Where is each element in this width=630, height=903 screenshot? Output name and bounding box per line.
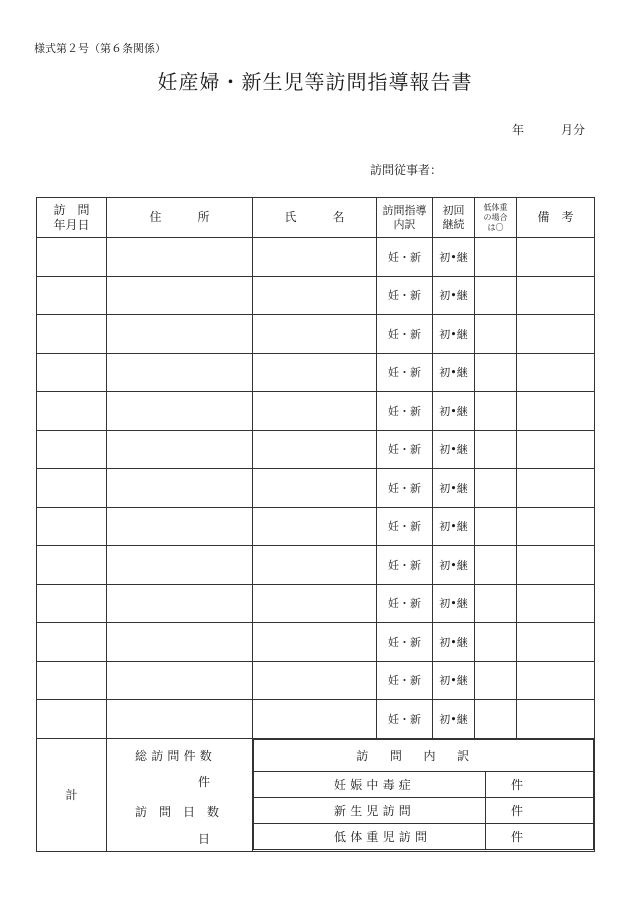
header-first-line2: 継続	[442, 217, 465, 231]
low-weight-cell[interactable]	[475, 469, 517, 508]
visit-date-cell[interactable]	[37, 700, 107, 739]
name-cell[interactable]	[253, 276, 377, 315]
low-weight-cell[interactable]	[475, 623, 517, 662]
date-year-label: 年	[512, 123, 525, 137]
address-cell[interactable]	[107, 276, 253, 315]
remarks-cell[interactable]	[517, 238, 595, 277]
low-weight-cell[interactable]	[475, 315, 517, 354]
visit-date-cell[interactable]	[37, 546, 107, 585]
summary-counts-cell	[107, 738, 253, 851]
visit-date-cell[interactable]	[37, 353, 107, 392]
name-cell[interactable]	[253, 623, 377, 662]
header-breakdown-line1: 訪問指導	[382, 203, 427, 217]
visit-date-cell[interactable]	[37, 392, 107, 431]
remarks-cell[interactable]	[517, 276, 595, 315]
remarks-cell[interactable]	[517, 661, 595, 700]
visit-date-cell[interactable]	[37, 238, 107, 277]
remarks-cell[interactable]	[517, 546, 595, 585]
visit-type-cell: 初•継	[433, 469, 475, 508]
table-row	[37, 315, 595, 354]
remarks-cell[interactable]	[517, 353, 595, 392]
kind-cell: 妊・新	[377, 238, 433, 277]
address-cell[interactable]	[107, 546, 253, 585]
table-row	[37, 430, 595, 469]
document-title: 妊産婦・新生児等訪問指導報告書	[157, 70, 473, 94]
kind-cell: 妊・新	[377, 430, 433, 469]
name-cell[interactable]	[253, 700, 377, 739]
total-visits-label: 総訪問件数	[135, 748, 217, 763]
address-cell[interactable]	[107, 700, 253, 739]
table-row	[37, 353, 595, 392]
breakdown-label: 新生児訪問	[254, 797, 486, 823]
low-weight-cell[interactable]	[475, 392, 517, 431]
kind-cell: 妊・新	[377, 469, 433, 508]
header-low-weight-line3: は〇	[487, 222, 504, 232]
kind-cell: 妊・新	[377, 507, 433, 546]
header-first-continue	[433, 198, 475, 238]
breakdown-unit: 件	[485, 771, 593, 797]
visit-type-cell: 初•継	[433, 507, 475, 546]
visit-type-cell: 初•継	[433, 238, 475, 277]
remarks-cell[interactable]	[517, 700, 595, 739]
visit-days-label: 訪 問 日 数	[135, 804, 220, 819]
header-breakdown-line2: 内訳	[393, 217, 416, 231]
address-cell[interactable]	[107, 238, 253, 277]
summary-total-label: 計	[37, 738, 107, 851]
visit-type-cell: 初•継	[433, 661, 475, 700]
header-low-weight-line1: 低体重	[483, 202, 508, 212]
header-visit-date	[37, 198, 107, 238]
visit-type-cell: 初•継	[433, 315, 475, 354]
header-breakdown	[377, 198, 433, 238]
visitor-label: 訪問従事者：	[370, 163, 443, 177]
address-cell[interactable]	[107, 392, 253, 431]
table-row	[37, 546, 595, 585]
report-table	[36, 197, 595, 852]
name-cell[interactable]	[253, 546, 377, 585]
table-row	[37, 507, 595, 546]
name-cell[interactable]	[253, 238, 377, 277]
visit-date-cell[interactable]	[37, 623, 107, 662]
breakdown-unit: 件	[485, 797, 593, 823]
low-weight-cell[interactable]	[475, 430, 517, 469]
breakdown-header: 訪問内訳	[254, 739, 594, 771]
breakdown-unit: 件	[485, 823, 593, 849]
summary-breakdown-cell	[253, 738, 595, 851]
breakdown-row	[254, 771, 594, 797]
visit-date-cell[interactable]	[37, 584, 107, 623]
visit-date-cell[interactable]	[37, 469, 107, 508]
table-row	[37, 276, 595, 315]
address-cell[interactable]	[107, 623, 253, 662]
low-weight-cell[interactable]	[475, 584, 517, 623]
visit-type-cell: 初•継	[433, 546, 475, 585]
breakdown-row	[254, 823, 594, 849]
address-cell[interactable]	[107, 584, 253, 623]
remarks-cell[interactable]	[517, 623, 595, 662]
kind-cell: 妊・新	[377, 392, 433, 431]
name-cell[interactable]	[253, 661, 377, 700]
breakdown-label: 妊娠中毒症	[254, 771, 486, 797]
low-weight-cell[interactable]	[475, 353, 517, 392]
name-cell[interactable]	[253, 353, 377, 392]
form-number-label: 様式第２号（第６条関係）	[34, 42, 166, 55]
kind-cell: 妊・新	[377, 315, 433, 354]
header-low-weight-line2: の場合	[483, 212, 508, 222]
low-weight-cell[interactable]	[475, 700, 517, 739]
address-cell[interactable]	[107, 315, 253, 354]
address-cell[interactable]	[107, 430, 253, 469]
remarks-cell[interactable]	[517, 315, 595, 354]
visit-date-cell[interactable]	[37, 661, 107, 700]
header-name: 氏 名	[253, 198, 377, 238]
name-cell[interactable]	[253, 584, 377, 623]
header-visit-date-line2: 年月日	[53, 217, 90, 232]
breakdown-row	[254, 797, 594, 823]
table-row	[37, 469, 595, 508]
visit-date-cell[interactable]	[37, 315, 107, 354]
name-cell[interactable]	[253, 469, 377, 508]
visit-type-cell: 初•継	[433, 623, 475, 662]
header-first-line1: 初回	[442, 203, 465, 217]
date-month-label: 月分	[561, 123, 586, 137]
address-cell[interactable]	[107, 507, 253, 546]
total-visits-unit: 件	[198, 774, 211, 789]
header-remarks: 備 考	[517, 198, 595, 238]
name-cell[interactable]	[253, 392, 377, 431]
kind-cell: 妊・新	[377, 276, 433, 315]
header-low-weight	[475, 198, 517, 238]
kind-cell: 妊・新	[377, 623, 433, 662]
address-cell[interactable]	[107, 661, 253, 700]
address-cell[interactable]	[107, 353, 253, 392]
table-row	[37, 700, 595, 739]
summary-row	[37, 738, 595, 851]
header-visit-date-line1: 訪 問	[53, 202, 90, 217]
visit-date-cell[interactable]	[37, 430, 107, 469]
visit-type-cell: 初•継	[433, 430, 475, 469]
low-weight-cell[interactable]	[475, 507, 517, 546]
remarks-cell[interactable]	[517, 430, 595, 469]
visit-date-cell[interactable]	[37, 507, 107, 546]
kind-cell: 妊・新	[377, 546, 433, 585]
visit-date-cell[interactable]	[37, 276, 107, 315]
remarks-cell[interactable]	[517, 584, 595, 623]
table-row	[37, 623, 595, 662]
kind-cell: 妊・新	[377, 353, 433, 392]
table-header-row	[37, 198, 595, 238]
name-cell[interactable]	[253, 315, 377, 354]
visit-type-cell: 初•継	[433, 276, 475, 315]
low-weight-cell[interactable]	[475, 276, 517, 315]
low-weight-cell[interactable]	[475, 546, 517, 585]
remarks-cell[interactable]	[517, 507, 595, 546]
address-cell[interactable]	[107, 469, 253, 508]
visit-type-cell: 初•継	[433, 353, 475, 392]
visit-days-unit: 日	[198, 831, 211, 846]
visit-type-cell: 初•継	[433, 700, 475, 739]
table-row	[37, 392, 595, 431]
name-cell[interactable]	[253, 430, 377, 469]
remarks-cell[interactable]	[517, 392, 595, 431]
low-weight-cell[interactable]	[475, 238, 517, 277]
breakdown-table	[253, 739, 594, 850]
low-weight-cell[interactable]	[475, 661, 517, 700]
kind-cell: 妊・新	[377, 700, 433, 739]
table-row	[37, 661, 595, 700]
breakdown-label: 低体重児訪問	[254, 823, 486, 849]
visit-type-cell: 初•継	[433, 584, 475, 623]
visit-type-cell: 初•継	[433, 392, 475, 431]
name-cell[interactable]	[253, 507, 377, 546]
header-address: 住 所	[107, 198, 253, 238]
table-row	[37, 584, 595, 623]
remarks-cell[interactable]	[517, 469, 595, 508]
kind-cell: 妊・新	[377, 584, 433, 623]
kind-cell: 妊・新	[377, 661, 433, 700]
table-row	[37, 238, 595, 277]
